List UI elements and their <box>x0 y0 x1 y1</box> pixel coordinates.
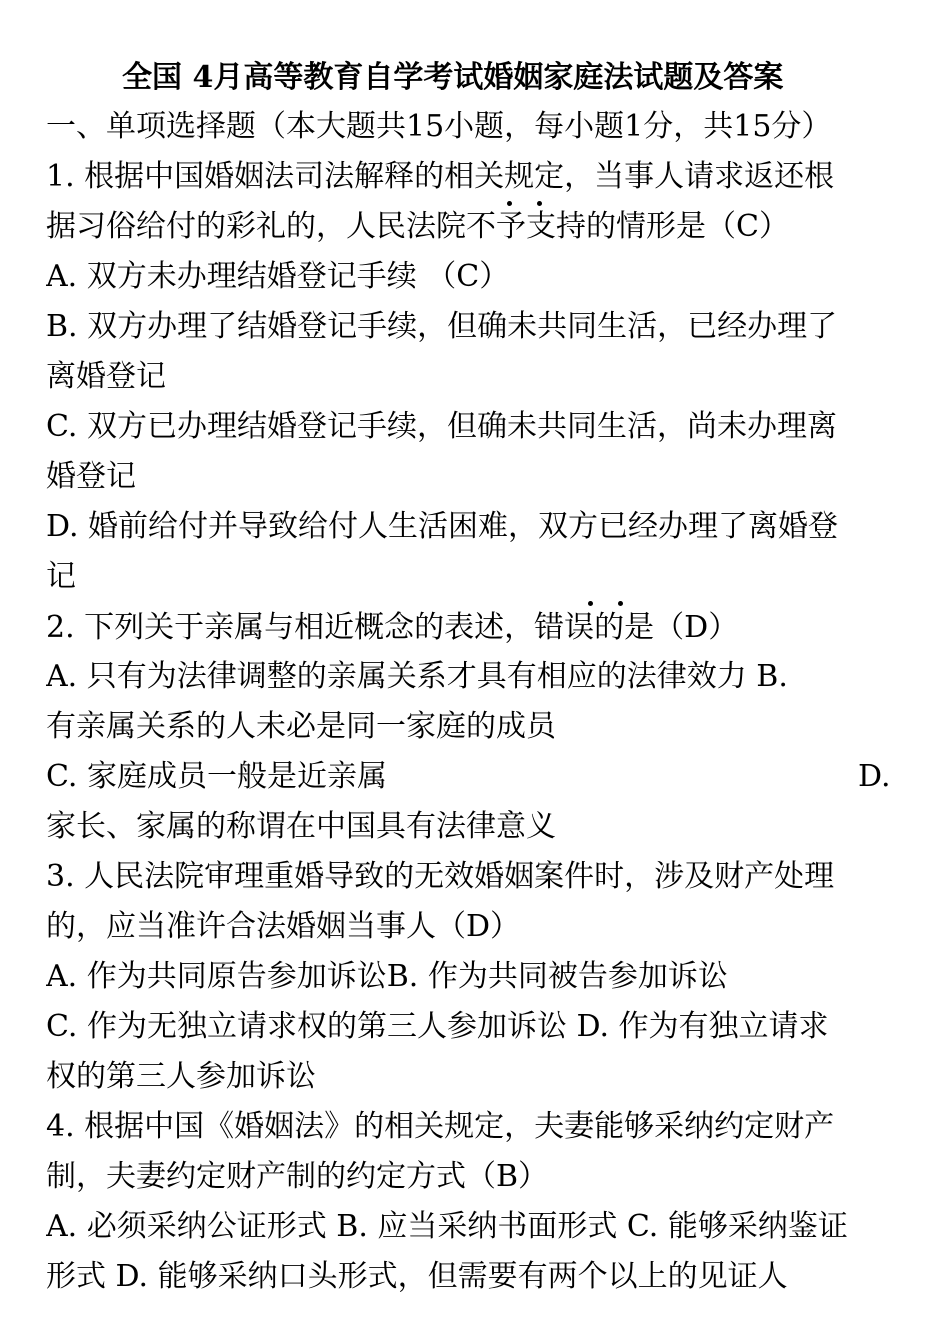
text-line: B. 双方办理了结婚登记手续，但确未共同生活，已经办理了 <box>46 309 838 344</box>
text-line: 1. 根据中国婚姻法司法解释的相关规定，当事人请求返还根 <box>46 159 835 194</box>
text-line: 据习俗给付的彩礼的，人民法院不予支持的情形是（C） <box>46 209 789 244</box>
text-line: 记 <box>46 559 76 594</box>
text-line: 2. 下列关于亲属与相近概念的表述，错误的是（D） <box>46 610 739 645</box>
text-line: A. 必须采纳公证形式 B. 应当采纳书面形式 C. 能够采纳鉴证 <box>46 1209 848 1244</box>
text-line: 3. 人民法院审理重婚导致的无效婚姻案件时，涉及财产处理 <box>46 859 835 894</box>
text-line: D. 婚前给付并导致给付人生活困难，双方已经办理了离婚登 <box>46 509 839 544</box>
text-line: A. 作为共同原告参加诉讼B. 作为共同被告参加诉讼 <box>46 959 728 994</box>
text-line: A. 双方未办理结婚登记手续 （C） <box>46 259 510 294</box>
text-line: A. 只有为法律调整的亲属关系才具有相应的法律效力 B. <box>46 659 788 694</box>
emphasis-dot <box>618 601 623 606</box>
document-title: 全国 4月高等教育自学考试婚姻家庭法试题及答案 <box>122 60 784 95</box>
emphasis-dot <box>537 201 542 206</box>
text-line: C. 家庭成员一般是近亲属 <box>46 759 387 794</box>
text-line: C. 双方已办理结婚登记手续，但确未共同生活，尚未办理离 <box>46 409 837 444</box>
text-line: 婚登记 <box>46 459 136 494</box>
text-line: C. 作为无独立请求权的第三人参加诉讼 D. 作为有独立请求 <box>46 1009 829 1044</box>
emphasis-dot <box>588 601 593 606</box>
text-line: 的，应当准许合法婚姻当事人（D） <box>46 909 521 944</box>
section-heading: 一、单项选择题（本大题共15小题，每小题1分，共15分） <box>46 109 832 144</box>
text-line: 离婚登记 <box>46 359 166 394</box>
text-line: 权的第三人参加诉讼 <box>46 1059 316 1094</box>
text-line: 家长、家属的称谓在中国具有法律意义 <box>46 809 556 844</box>
text-line: 制，夫妻约定财产制的约定方式（B） <box>46 1159 549 1194</box>
emphasis-dot <box>507 201 512 206</box>
option-d-label: D. <box>858 759 891 794</box>
text-line: 有亲属关系的人未必是同一家庭的成员 <box>46 709 556 744</box>
text-line: 形式 D. 能够采纳口头形式，但需要有两个以上的见证人 <box>46 1259 788 1294</box>
text-line: 4. 根据中国《婚姻法》的相关规定，夫妻能够采纳约定财产 <box>46 1109 835 1144</box>
